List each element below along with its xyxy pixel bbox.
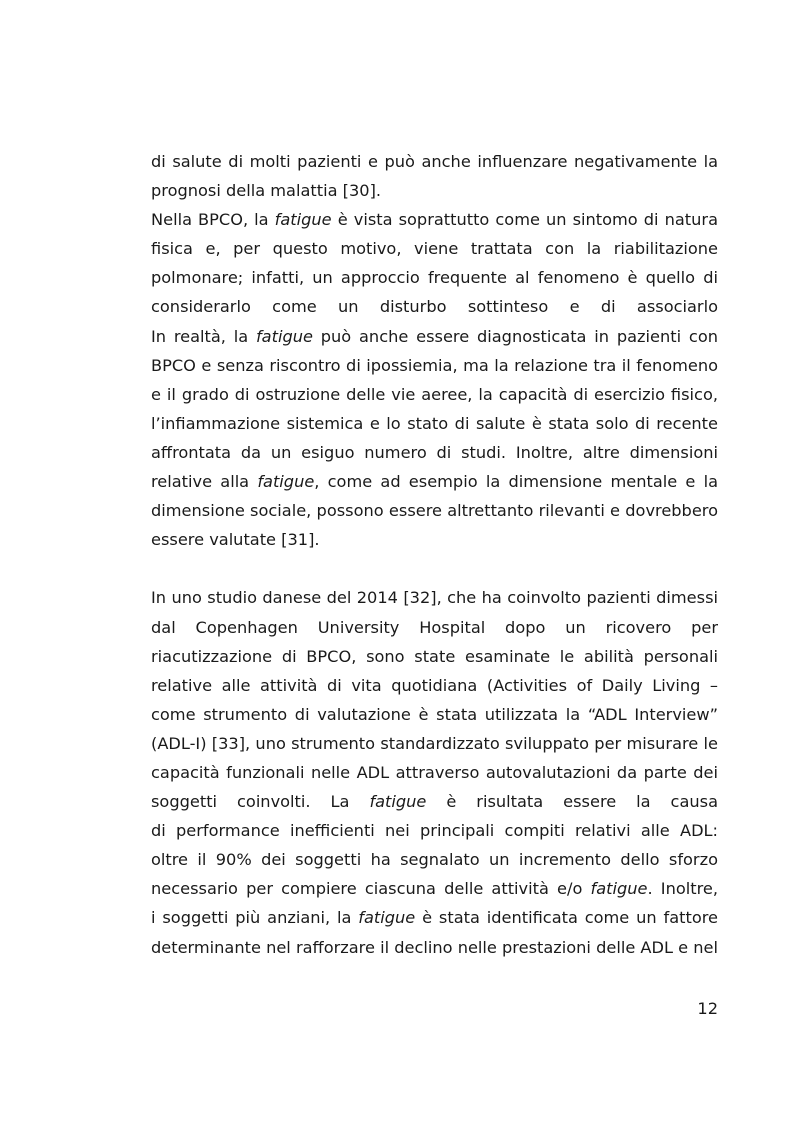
paragraph-1 (151, 147, 718, 554)
text-line (151, 700, 718, 729)
italic-term: fatigue (255, 326, 313, 346)
text-line (151, 263, 718, 292)
text-run: riacutizzazione di BPCO, sono state esaminate le abilità personali (151, 646, 718, 666)
text-line (151, 642, 718, 671)
text-run: è stata identificata come un fattore (415, 908, 718, 928)
text-run: di performance inefficienti nei principali compiti relativi alle ADL: (151, 821, 718, 841)
italic-term: fatigue (369, 792, 427, 812)
text-run: . Inoltre, (647, 879, 718, 899)
italic-term: fatigue (590, 879, 648, 899)
text-run: fisica e, per questo motivo, viene trattata con la riabilitazione (151, 239, 718, 259)
text-run: essere valutate [31]. (151, 530, 320, 550)
text-run: affrontata da un esiguo numero di studi. Inoltre, altre dimensioni (151, 442, 718, 462)
text-line (151, 613, 718, 642)
text-line (151, 322, 718, 351)
text-run: capacità funzionali nelle ADL attraverso autovalutazioni da parte dei (151, 762, 718, 782)
page-number: 12 (697, 999, 718, 1018)
text-run: considerarlo come un disturbo sottinteso e di associarlo (151, 297, 718, 317)
text-run: soggetti coinvolti. La (151, 792, 370, 812)
text-line (151, 147, 718, 176)
text-line (151, 525, 718, 554)
text-run: relative alla (151, 472, 258, 492)
text-run: i soggetti più anziani, la (151, 908, 359, 928)
text-line (151, 729, 718, 758)
text-run: può anche essere diagnosticata in pazienti con (312, 326, 718, 346)
text-run: polmonare; infatti, un approccio frequente al fenomeno è quello di (151, 268, 718, 288)
text-run: come strumento di valutazione è stata utilizzata la “ADL Interview” (151, 704, 718, 724)
text-line (151, 496, 718, 525)
text-line (151, 292, 718, 321)
text-line (151, 816, 718, 845)
text-line (151, 874, 718, 903)
text-run: è risultata essere la causa (446, 792, 718, 812)
page-body (151, 147, 718, 962)
text-line (151, 845, 718, 874)
text-line (151, 438, 718, 467)
text-run: In realtà, la (151, 326, 256, 346)
text-line (151, 671, 718, 700)
text-run: determinante nel rafforzare il declino nelle prestazioni delle ADL e nel (151, 937, 718, 957)
paragraph-gap (151, 554, 718, 583)
text-line (151, 903, 718, 932)
text-line (151, 787, 718, 816)
text-run: (ADL-I) [33], uno strumento standardizzato sviluppato per misurare le (151, 733, 718, 753)
text-run: , come ad esempio la dimensione mentale e la (314, 472, 718, 492)
italic-term: fatigue (257, 472, 315, 492)
italic-term: fatigue (358, 908, 416, 928)
text-run: dimensione sociale, possono essere altrettanto rilevanti e dovrebbero (151, 501, 718, 521)
text-run: e il grado di ostruzione delle vie aeree, la capacità di esercizio fisico, (151, 384, 718, 404)
text-run: prognosi della malattia [30]. (151, 181, 382, 201)
text-line (151, 234, 718, 263)
text-line (151, 409, 718, 438)
text-run: BPCO e senza riscontro di ipossiemia, ma la relazione tra il fenomeno (151, 355, 718, 375)
text-line (151, 380, 718, 409)
italic-term: fatigue (274, 210, 332, 230)
text-run: è vista soprattutto come un sintomo di natura (331, 210, 718, 230)
text-line (151, 205, 718, 234)
text-run: dal Copenhagen University Hospital dopo un ricovero per (151, 617, 718, 637)
text-line (151, 583, 718, 612)
text-run: oltre il 90% dei soggetti ha segnalato un incremento dello sforzo (151, 850, 718, 870)
paragraph-2 (151, 583, 718, 961)
text-line (151, 758, 718, 787)
text-run: necessario per compiere ciascuna delle attività e/o (151, 879, 591, 899)
text-line (151, 467, 718, 496)
text-line (151, 176, 718, 205)
text-line (151, 351, 718, 380)
text-run: l’infiammazione sistemica e lo stato di salute è stata solo di recente (151, 413, 718, 433)
text-run: Nella BPCO, la (151, 210, 275, 230)
text-run: In uno studio danese del 2014 [32], che ha coinvolto pazienti dimessi (151, 588, 718, 608)
text-run: relative alle attività di vita quotidiana (Activities of Daily Living – (151, 675, 718, 695)
text-run: di salute di molti pazienti e può anche influenzare negativamente la (151, 152, 718, 171)
text-line (151, 933, 718, 962)
